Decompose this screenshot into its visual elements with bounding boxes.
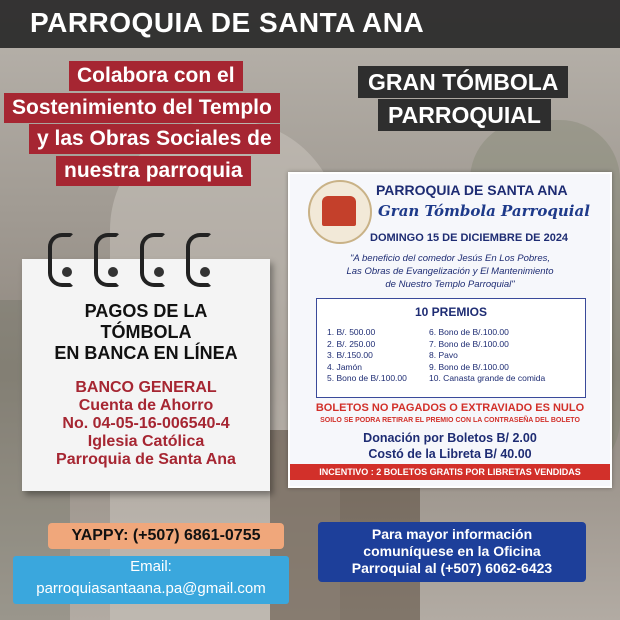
poster-date: DOMINGO 15 DE DICIEMBRE DE 2024 [370,232,569,244]
email-box [13,556,289,604]
booklet-cost: Costó de la Libreta B/ 40.00 [368,447,532,461]
binder-ring-icon [186,233,212,287]
prize-item: 7. Bono de B/.100.00 [429,338,509,349]
prize-item: 2. B/. 250.00 [327,338,376,349]
prize-item: 9. Bono de B/.100.00 [429,361,509,372]
email-label: Email: [130,558,172,575]
email-address: parroquiasantaana.pa@gmail.com [36,580,266,597]
raffle-badge-line-2: PARROQUIAL [378,99,551,131]
payment-notepad [22,259,270,491]
prize-item: 8. Pavo [429,350,458,360]
appeal-line-2: Sostenimiento del Templo [4,93,280,123]
poster-subtitle: Gran Tómbola Parroquial [378,202,590,220]
prize-item: 3. B/.150.00 [327,350,373,360]
poster-header [290,174,610,252]
raffle-poster [288,172,612,488]
prizes-left-column [327,327,407,385]
appeal-line-3: y las Obras Sociales de [29,124,280,154]
saints-image-icon [322,196,356,226]
ticket-donation: Donación por Boletos B/ 2.00 [363,431,537,445]
appeal-line-1: Colabora con el [69,61,243,91]
yappy-badge: YAPPY: (+507) 6861-0755 [48,523,284,549]
poster-title: PARROQUIA DE SANTA ANA [376,182,568,198]
poster-quote: "A beneficio del comedor Jesús En Los Pobres, Las Obras de Evangelización y El Mantenimiento de Nuestro Templo Parroquial" [346,253,554,290]
parish-logo [308,180,372,244]
appeal-line-4: nuestra parroquia [56,156,251,186]
page-title: PARROQUIA DE SANTA ANA [30,7,425,38]
incentive-banner: INCENTIVO : 2 BOLETOS GRATIS POR LIBRETAS VENDIDAS [290,464,610,480]
binder-ring-icon [48,233,74,287]
binder-ring-icon [140,233,166,287]
contact-info-box: Para mayor información comuníquese en la Oficina Parroquial al (+507) 6062-6423 [318,522,586,582]
prize-item: 4. Jamón [327,361,362,372]
prizes-title: 10 PREMIOS [414,305,488,319]
bank-details: BANCO GENERAL Cuenta de Ahorro No. 04-05-16-006540-4 Iglesia Católica Parroquia de Santa Ana [56,379,236,468]
raffle-badge-line-1: GRAN TÓMBOLA [358,66,568,98]
header-bar [0,0,620,48]
prize-item: 10. Canasta grande de comida [429,373,546,383]
binder-ring-icon [94,233,120,287]
poster-warning-sub: SOILO SE PODRA RETIRAR EL PREMIO CON LA CONTRASEÑA DEL BOLETO [320,417,580,424]
prizes-right-column [429,327,545,385]
prize-item: 1. B/. 500.00 [327,327,376,337]
prizes-box [316,298,586,398]
notepad-title: PAGOS DE LA TÓMBOLA EN BANCA EN LÍNEA [54,301,238,363]
prize-item: 6. Bono de B/.100.00 [429,327,509,337]
prize-item: 5. Bono de B/.100.00 [327,373,407,383]
poster-warning: BOLETOS NO PAGADOS O EXTRAVIADO ES NULO [315,402,585,414]
